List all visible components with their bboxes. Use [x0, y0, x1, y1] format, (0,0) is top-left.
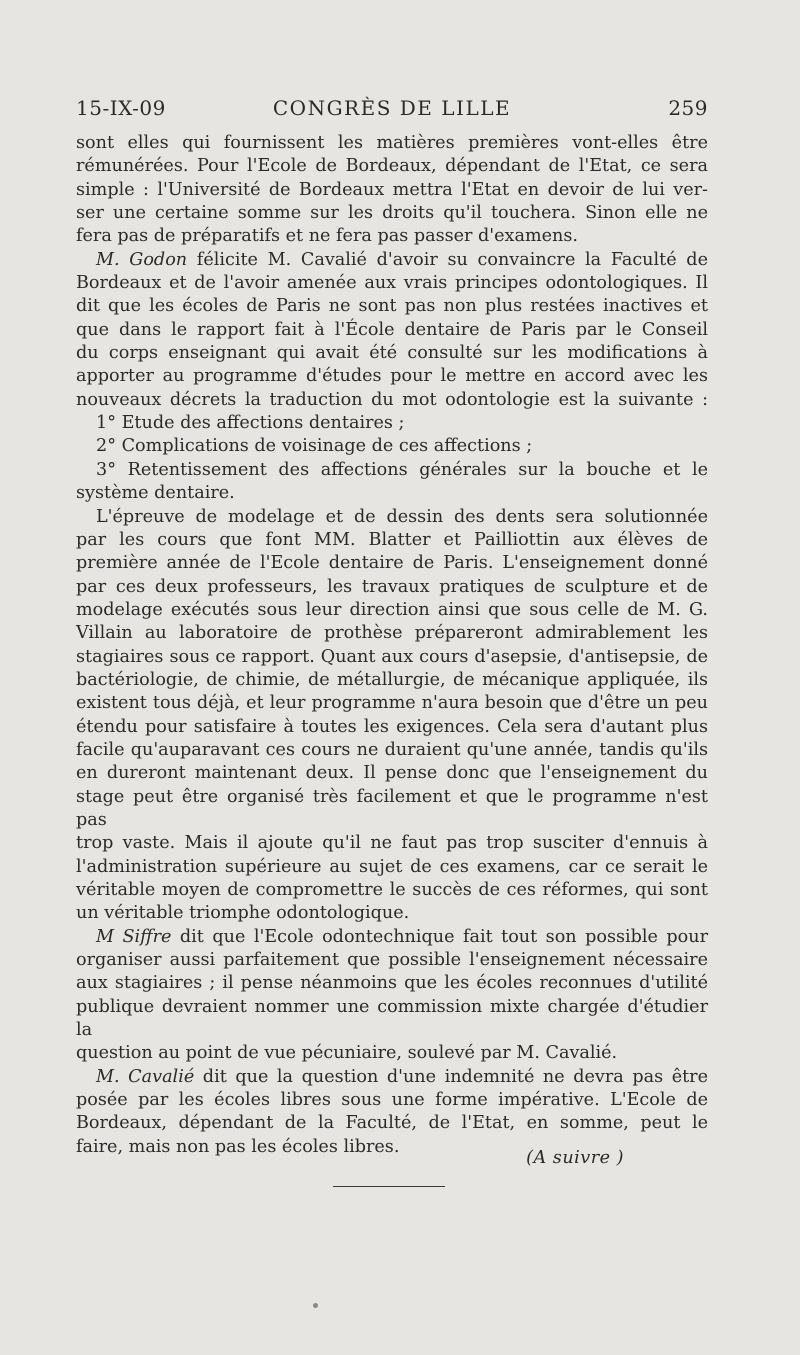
text-line: véritable moyen de compromettre le succès de ces réformes, qui sont — [76, 880, 708, 900]
paragraph-3 — [76, 506, 708, 926]
speaker-text: félicite M. Cavalié d'avoir su convaincre la Faculté de — [187, 249, 708, 270]
text-line: stage peut être organisé très facilement et que le programme n'est pas — [76, 786, 708, 830]
text-line: du corps enseignant qui avait été consulté sur les modifications à — [76, 343, 708, 364]
continued-text: (A suivre ) — [526, 1148, 624, 1168]
numbered-list — [76, 412, 708, 505]
list-item: 1° Etude des affections dentaires ; — [96, 413, 405, 434]
text-line: L'épreuve de modelage et de dessin des dents sera solutionnée — [96, 506, 708, 527]
text-line: publique devraient nommer une commission mixte chargée d'étudier la — [76, 996, 708, 1041]
text-line: ser une certaine somme sur les droits qu'il touchera. Sinon elle ne — [76, 203, 708, 224]
text-line — [76, 249, 708, 272]
running-head — [76, 96, 708, 124]
text-line: aux stagiaires ; il pense néanmoins que les écoles reconnues d'utilité — [76, 973, 708, 994]
text-line: existent tous déjà, et leur programme n'aura besoin que d'être un peu — [76, 693, 708, 714]
speaker-text: dit que l'Ecole odontechnique fait tout son possible pour — [171, 926, 708, 947]
paragraph-1 — [76, 132, 708, 249]
paragraph-cavalie — [76, 1066, 708, 1159]
list-item: 3° Retentissement des affections générales sur la bouche et le — [96, 459, 708, 480]
paragraph-siffre — [76, 926, 708, 1066]
text-line: posée par les écoles libres sous une forme impérative. L'Ecole de — [76, 1090, 708, 1111]
continued-note — [76, 1148, 708, 1168]
text-line: étendu pour satisfaire à toutes les exigences. Cela sera d'autant plus — [76, 716, 708, 737]
list-item-continuation: système dentaire. — [76, 483, 235, 504]
text-line: apporter au programme d'études pour le mettre en accord avec les — [76, 366, 708, 387]
text-line: stagiaires sous ce rapport. Quant aux cours d'asepsie, d'antisepsie, de — [76, 646, 708, 667]
running-head-title: CONGRÈS DE LILLE — [272, 96, 512, 120]
text-line: que dans le rapport fait à l'École dentaire de Paris par le Conseil — [76, 319, 708, 340]
text-line: nouveaux décrets la traduction du mot odontologie est la suivante : — [76, 389, 708, 410]
text-line: organiser aussi parfaitement que possible l'enseignement nécessaire — [76, 950, 708, 971]
paragraph-godon — [76, 249, 708, 412]
page-number: 259 — [668, 96, 708, 120]
text-line: rémunérées. Pour l'Ecole de Bordeaux, dépendant de l'Etat, ce sera — [76, 156, 708, 177]
text-line: faire, mais non pas les écoles libres. — [76, 1136, 400, 1157]
text-line: trop vaste. Mais il ajoute qu'il ne faut pas trop susciter d'ennuis à — [76, 833, 708, 854]
text-line — [76, 1066, 708, 1089]
text-line — [76, 926, 708, 949]
text-line: modelage exécutés sous leur direction ainsi que sous celle de M. G. — [76, 599, 708, 620]
text-line: en dureront maintenant deux. Il pense donc que l'enseignement du — [76, 763, 708, 784]
text-line: l'administration supérieure au sujet de ces examens, car ce serait le — [76, 856, 708, 877]
speaker-name: M Siffre — [96, 926, 172, 947]
speaker-name: M. Godon — [96, 249, 188, 270]
text-line: dit que les écoles de Paris ne sont pas non plus restées inactives et — [76, 296, 708, 317]
text-line: par les cours que font MM. Blatter et Pailliottin aux élèves de — [76, 529, 708, 550]
speaker-name: M. Cavalié — [96, 1066, 195, 1087]
text-line: par ces deux professeurs, les travaux pratiques de sculpture et de — [76, 576, 708, 597]
speaker-text: dit que la question d'une indemnité ne devra pas être — [194, 1066, 708, 1087]
text-line: première année de l'Ecole dentaire de Paris. L'enseignement donné — [76, 553, 708, 574]
section-end-rule — [333, 1186, 445, 1187]
text-line: Bordeaux, dépendant de la Faculté, de l'Etat, en somme, peut le — [76, 1113, 708, 1134]
paper-speck — [313, 1303, 318, 1308]
text-line: question au point de vue pécuniaire, soulevé par M. Cavalié. — [76, 1043, 618, 1064]
text-line: facile qu'auparavant ces cours ne duraient qu'une année, tandis qu'ils — [76, 739, 708, 760]
text-line: fera pas de préparatifs et ne fera pas passer d'examens. — [76, 226, 579, 247]
text-line: simple : l'Université de Bordeaux mettra l'Etat en devoir de lui ver- — [76, 179, 708, 200]
list-item: 2° Complications de voisinage de ces affections ; — [96, 436, 533, 457]
text-line: Bordeaux et de l'avoir amenée aux vrais principes odontologiques. Il — [76, 273, 708, 294]
text-line: bactériologie, de chimie, de métallurgie, de mécanique appliquée, ils — [76, 669, 708, 690]
text-line: sont elles qui fournissent les matières premières vont-elles être — [76, 133, 708, 153]
body-text — [76, 132, 708, 1159]
running-head-date: 15-IX-09 — [76, 96, 166, 120]
text-line: un véritable triomphe odontologique. — [76, 903, 410, 924]
text-line: Villain au laboratoire de prothèse prépareront admirablement les — [76, 623, 708, 644]
